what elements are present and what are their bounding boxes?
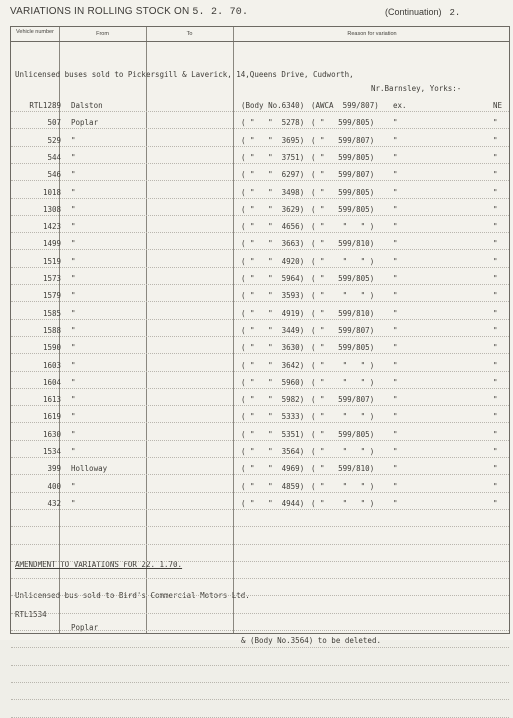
ruled-line xyxy=(11,249,509,250)
body-number: ( " " 6297) xyxy=(241,170,305,180)
page-title xyxy=(10,6,248,18)
ne-mark: " xyxy=(493,187,498,197)
ruled-line xyxy=(11,595,509,596)
vehicle-number: 1308 xyxy=(42,204,61,214)
body-number: ( " " 3449) xyxy=(241,325,305,335)
awca-number: ( " 599/805) xyxy=(311,274,375,283)
ne-mark: " xyxy=(493,118,498,128)
ex-mark: " xyxy=(393,343,398,353)
awca-number: ( " " " ) xyxy=(311,498,375,508)
ruled-line xyxy=(11,232,509,233)
ex-mark: " xyxy=(393,464,398,474)
vehicle-number: 546 xyxy=(47,170,61,180)
ruled-line xyxy=(11,422,509,423)
vehicle-number: 1590 xyxy=(42,343,61,353)
ex-mark: " xyxy=(393,291,398,301)
intro-text-1: Unlicensed buses sold to Pickersgill & Laverick, 14,Queens Drive, Cudworth, xyxy=(15,70,354,79)
ruled-line xyxy=(11,284,509,285)
from-depot: " xyxy=(71,377,76,387)
continuation-label xyxy=(385,7,460,18)
body-number: ( " " 3629) xyxy=(241,204,305,214)
from-depot: " xyxy=(71,291,76,301)
ruled-line xyxy=(11,180,509,181)
ruled-line xyxy=(11,128,509,129)
awca-number: ( " 599/805) xyxy=(311,187,375,197)
ne-mark: " xyxy=(493,135,498,145)
ex-mark: " xyxy=(393,325,398,335)
ex-mark: " xyxy=(393,360,398,370)
body-number: ( " " 5964) xyxy=(241,274,305,283)
vehicle-number: RTL1289 xyxy=(29,101,61,110)
awca-number: ( " " " ) xyxy=(311,291,375,301)
awca-number: ( " 599/805) xyxy=(311,118,375,128)
awca-number: ( " " " ) xyxy=(311,360,375,370)
awca-number: ( " " " ) xyxy=(311,377,375,387)
ruled-line xyxy=(11,509,509,510)
ex-mark: " xyxy=(393,204,398,214)
body-number: ( " " 3630) xyxy=(241,343,305,353)
ex-mark: " xyxy=(393,170,398,180)
ruled-line xyxy=(11,353,509,354)
ex-mark: " xyxy=(393,412,398,422)
ruled-line xyxy=(11,630,509,631)
ruled-line xyxy=(11,699,509,700)
from-depot: " xyxy=(71,274,76,283)
ne-mark: " xyxy=(493,308,498,318)
ex-mark: " xyxy=(393,118,398,128)
body-number: (Body No.6340) xyxy=(241,101,305,110)
vehicle-number: 1018 xyxy=(42,187,61,197)
vehicle-number: 1604 xyxy=(42,377,61,387)
awca-number: ( " " " ) xyxy=(311,222,375,232)
from-depot: " xyxy=(71,135,76,145)
ne-mark: " xyxy=(493,170,498,180)
amendment-text: Unlicensed bus sold to Bird's Commercial Motors Ltd. xyxy=(15,591,250,600)
awca-number: ( " 599/807) xyxy=(311,135,375,145)
title-date: 5. 2. 70. xyxy=(192,7,249,18)
awca-number: ( " " " ) xyxy=(311,447,375,456)
awca-number: ( " 599/807) xyxy=(311,170,375,180)
vehicle-number: 1603 xyxy=(42,360,61,370)
intro-line-1 xyxy=(11,55,511,79)
from-depot: " xyxy=(71,308,76,318)
awca-number: ( " 599/805) xyxy=(311,343,375,353)
amendment-heading: AMENDMENT TO VARIATIONS FOR 22. 1.70. xyxy=(15,560,183,569)
col-header-to: To xyxy=(186,31,193,37)
ne-mark: " xyxy=(493,204,498,214)
ne-mark: " xyxy=(493,395,498,405)
body-number: ( " " 4969) xyxy=(241,464,305,474)
ruled-line xyxy=(11,267,509,268)
ruled-line xyxy=(11,215,509,216)
ex-mark: " xyxy=(393,481,398,491)
body-number: ( " " 3751) xyxy=(241,152,305,162)
vehicle-number: 1613 xyxy=(42,395,61,405)
from-depot: " xyxy=(71,360,76,370)
ruled-line xyxy=(11,526,509,527)
ruled-line xyxy=(11,647,509,648)
ex-mark: " xyxy=(393,135,398,145)
body-number: ( " " 5960) xyxy=(241,377,305,387)
from-depot: " xyxy=(71,239,76,249)
awca-number: (AWCA 599/807) xyxy=(311,101,379,110)
ex-mark: " xyxy=(393,395,398,405)
ruled-line xyxy=(11,198,509,199)
ruled-line xyxy=(11,111,509,112)
ruled-line xyxy=(11,319,509,320)
vehicle-number: 1579 xyxy=(42,291,61,301)
vehicle-number: 529 xyxy=(47,135,61,145)
ruled-line xyxy=(11,613,509,614)
from-depot: " xyxy=(71,325,76,335)
ne-mark: " xyxy=(493,481,498,491)
vehicle-number: 1630 xyxy=(42,429,61,439)
ne-mark: " xyxy=(493,377,498,387)
from-depot: Dalston xyxy=(71,101,103,110)
vehicle-number: 1619 xyxy=(42,412,61,422)
ne-mark: " xyxy=(493,343,498,353)
header-divider xyxy=(11,41,509,42)
amendment-heading-line xyxy=(11,545,511,569)
ruled-line xyxy=(11,336,509,337)
body-number: ( " " 3663) xyxy=(241,239,305,249)
ruled-line xyxy=(11,301,509,302)
awca-number: ( " 599/807) xyxy=(311,395,375,405)
awca-number: ( " 599/807) xyxy=(311,325,375,335)
vehicle-number: 399 xyxy=(47,464,61,474)
ex-mark: " xyxy=(393,308,398,318)
from-depot: " xyxy=(71,152,76,162)
variations-table xyxy=(10,26,510,645)
ruled-line xyxy=(11,163,509,164)
from-depot: " xyxy=(71,447,76,456)
awca-number: ( " 599/810) xyxy=(311,464,375,474)
ne-mark: " xyxy=(493,222,498,232)
ne-mark: " xyxy=(493,429,498,439)
continuation-text: (Continuation) xyxy=(385,7,442,17)
ruled-line xyxy=(11,544,509,545)
ruled-line xyxy=(11,388,509,389)
vehicle-number: 1423 xyxy=(42,222,61,232)
vehicle-number: 1519 xyxy=(42,256,61,266)
col-header-from: From xyxy=(96,31,109,37)
ex-mark: " xyxy=(393,498,398,508)
from-depot: " xyxy=(71,204,76,214)
body-number: ( " " 3498) xyxy=(241,187,305,197)
col-header-reason: Reason for variation xyxy=(347,31,397,37)
vehicle-number: 507 xyxy=(47,118,61,128)
page-number: 2. xyxy=(449,8,461,18)
from-depot: Poplar xyxy=(71,118,99,128)
awca-number: ( " 599/810) xyxy=(311,308,375,318)
body-number: ( " " 5333) xyxy=(241,412,305,422)
ruled-line xyxy=(11,457,509,458)
ruled-line xyxy=(11,682,509,683)
amendment-note: & (Body No.3564) to be deleted. xyxy=(241,636,381,645)
awca-number: ( " 599/805) xyxy=(311,429,375,439)
from-depot: " xyxy=(71,187,76,197)
ex-mark: " xyxy=(393,256,398,266)
ne-mark: " xyxy=(493,256,498,266)
ex-mark: " xyxy=(393,274,398,283)
ruled-line xyxy=(11,474,509,475)
ne-mark: " xyxy=(493,274,498,283)
col-header-vehicle: Vehicle number xyxy=(16,29,54,35)
ex-mark: " xyxy=(393,222,398,232)
ex-mark: " xyxy=(393,447,398,456)
ne-mark: " xyxy=(493,360,498,370)
ne-mark: " xyxy=(493,447,498,456)
intro-line-2 xyxy=(11,69,511,93)
ex-mark: " xyxy=(393,187,398,197)
ne-mark: " xyxy=(493,412,498,422)
ruled-line xyxy=(11,717,509,718)
vehicle-number: 1588 xyxy=(42,325,61,335)
body-number: ( " " 5351) xyxy=(241,429,305,439)
ruled-line xyxy=(11,578,509,579)
awca-number: ( " 599/805) xyxy=(311,204,375,214)
ne-mark: " xyxy=(493,498,498,508)
amendment-from: Poplar xyxy=(71,623,99,632)
ruled-line xyxy=(11,405,509,406)
vehicle-number: 544 xyxy=(47,152,61,162)
ruled-line xyxy=(11,492,509,493)
body-number: ( " " 4944) xyxy=(241,498,305,508)
title-text: VARIATIONS IN ROLLING STOCK ON xyxy=(10,6,190,17)
ruled-line xyxy=(11,561,509,562)
amendment-line-2 xyxy=(11,595,511,645)
from-depot: " xyxy=(71,395,76,405)
awca-number: ( " 599/805) xyxy=(311,152,375,162)
awca-number: ( " " " ) xyxy=(311,412,375,422)
body-number: ( " " 3695) xyxy=(241,135,305,145)
body-number: ( " " 4656) xyxy=(241,222,305,232)
body-number: ( " " 4859) xyxy=(241,481,305,491)
amendment-vehicle: RTL1534 xyxy=(15,610,47,619)
vehicle-number: 1585 xyxy=(42,308,61,318)
ne-mark: " xyxy=(493,325,498,335)
vehicle-number: 1499 xyxy=(42,239,61,249)
from-depot: " xyxy=(71,481,76,491)
from-depot: " xyxy=(71,256,76,266)
vehicle-number: 1534 xyxy=(42,447,61,456)
ne-mark: NE xyxy=(493,101,503,110)
body-number: ( " " 4920) xyxy=(241,256,305,266)
intro-text-2: Nr.Barnsley, Yorks:- xyxy=(371,84,462,93)
from-depot: " xyxy=(71,170,76,180)
ex-mark: " xyxy=(393,239,398,249)
vehicle-number: 1573 xyxy=(42,274,61,283)
body-number: ( " " 5278) xyxy=(241,118,305,128)
ruled-line xyxy=(11,371,509,372)
awca-number: ( " " " ) xyxy=(311,256,375,266)
vehicle-number: 400 xyxy=(47,481,61,491)
ne-mark: " xyxy=(493,291,498,301)
from-depot: " xyxy=(71,222,76,232)
body-number: ( " " 3593) xyxy=(241,291,305,301)
from-depot: " xyxy=(71,498,76,508)
body-number: ( " " 5982) xyxy=(241,395,305,405)
ruled-line xyxy=(11,440,509,441)
ex-mark: " xyxy=(393,377,398,387)
awca-number: ( " 599/810) xyxy=(311,239,375,249)
from-depot: " xyxy=(71,412,76,422)
ex-mark: ex. xyxy=(393,101,407,110)
body-number: ( " " 3564) xyxy=(241,447,305,456)
ex-mark: " xyxy=(393,429,398,439)
body-number: ( " " 3642) xyxy=(241,360,305,370)
ruled-line xyxy=(11,146,509,147)
awca-number: ( " " " ) xyxy=(311,481,375,491)
from-depot: " xyxy=(71,429,76,439)
ne-mark: " xyxy=(493,152,498,162)
ex-mark: " xyxy=(393,152,398,162)
ne-mark: " xyxy=(493,239,498,249)
body-number: ( " " 4919) xyxy=(241,308,305,318)
from-depot: Holloway xyxy=(71,464,108,474)
ruled-line xyxy=(11,665,509,666)
from-depot: " xyxy=(71,343,76,353)
ne-mark: " xyxy=(493,464,498,474)
vehicle-number: 432 xyxy=(47,498,61,508)
